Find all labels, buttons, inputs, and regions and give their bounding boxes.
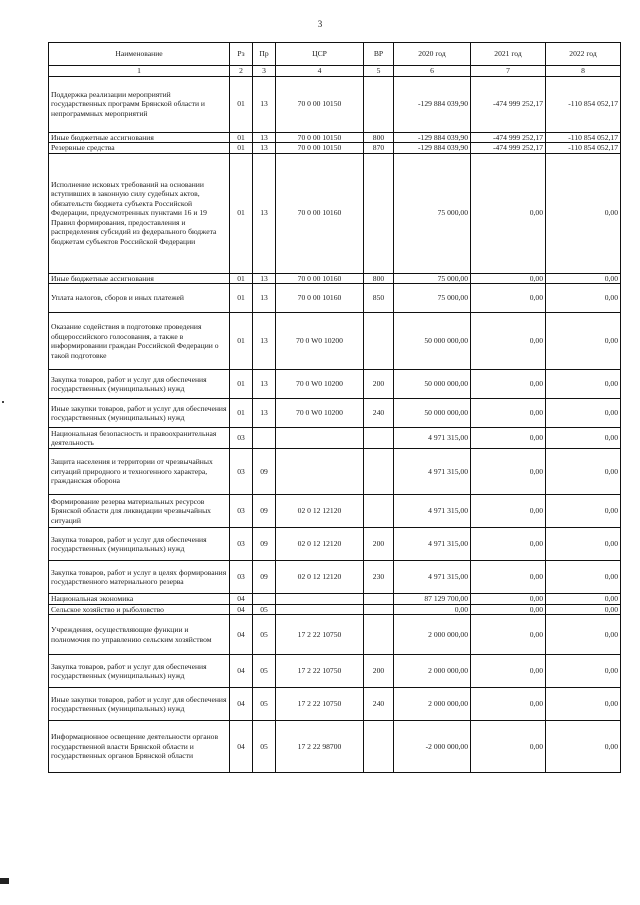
cell-y2021: 0,00 — [471, 655, 546, 688]
cell-vr: 200 — [364, 370, 394, 399]
cell-rz: 01 — [230, 143, 253, 154]
cell-rz: 01 — [230, 370, 253, 399]
cell-name: Национальная безопасность и правоохранительная деятельность — [49, 428, 230, 449]
cell-y2022: 0,00 — [546, 528, 621, 561]
cell-y2022: 0,00 — [546, 273, 621, 284]
scan-speck — [2, 401, 4, 403]
table-row — [49, 688, 621, 721]
column-number-row — [49, 66, 621, 77]
cell-rz: 03 — [230, 428, 253, 449]
cell-y2021: 0,00 — [471, 688, 546, 721]
cell-rz: 04 — [230, 721, 253, 773]
cell-rz: 04 — [230, 615, 253, 655]
cell-csr: 70 0 00 10150 — [276, 143, 364, 154]
cell-name: Резервные средства — [49, 143, 230, 154]
cell-pr: 13 — [253, 132, 276, 143]
cell-pr: 05 — [253, 604, 276, 615]
table-row — [49, 153, 621, 273]
cell-y2021: 0,00 — [471, 594, 546, 605]
cell-y2020: 2 000 000,00 — [394, 615, 471, 655]
cell-y2022: -110 854 052,17 — [546, 76, 621, 132]
cell-name: Исполнение исковых требований на основании вступивших в законную силу судебных актов, обязательств бюджета субъекта Российской Федерации, предусмотренных пунктами 16 и 19 Правил формирования, предоставления и распределения субсидий из федерального бюджета бюджетам субъектов Российской Федерации — [49, 153, 230, 273]
column-number: 1 — [49, 66, 230, 77]
header-name: Наименование — [49, 43, 230, 66]
cell-y2022: 0,00 — [546, 594, 621, 605]
header-2020: 2020 год — [394, 43, 471, 66]
cell-rz: 01 — [230, 313, 253, 370]
cell-name: Формирование резерва материальных ресурсов Брянской области для ликвидации чрезвычайных ситуаций — [49, 495, 230, 528]
cell-pr: 13 — [253, 284, 276, 313]
cell-pr: 13 — [253, 313, 276, 370]
cell-y2022: 0,00 — [546, 313, 621, 370]
cell-y2020: 75 000,00 — [394, 153, 471, 273]
cell-y2020: -129 884 039,90 — [394, 143, 471, 154]
cell-rz: 04 — [230, 688, 253, 721]
cell-csr: 70 0 00 10160 — [276, 273, 364, 284]
cell-csr: 02 0 12 12120 — [276, 495, 364, 528]
cell-rz: 01 — [230, 399, 253, 428]
cell-csr: 70 0 00 10150 — [276, 76, 364, 132]
table-body — [49, 76, 621, 773]
column-number: 2 — [230, 66, 253, 77]
cell-y2021: 0,00 — [471, 153, 546, 273]
cell-vr — [364, 76, 394, 132]
cell-y2022: -110 854 052,17 — [546, 132, 621, 143]
cell-pr: 09 — [253, 495, 276, 528]
table-row — [49, 313, 621, 370]
column-number: 8 — [546, 66, 621, 77]
cell-y2021: 0,00 — [471, 284, 546, 313]
table-row — [49, 615, 621, 655]
header-pr: Пр — [253, 43, 276, 66]
cell-vr: 230 — [364, 561, 394, 594]
cell-name: Иные закупки товаров, работ и услуг для обеспечения государственных (муниципальных) нужд — [49, 399, 230, 428]
cell-pr: 13 — [253, 273, 276, 284]
cell-vr: 200 — [364, 655, 394, 688]
cell-y2021: 0,00 — [471, 428, 546, 449]
cell-vr: 800 — [364, 273, 394, 284]
cell-vr: 240 — [364, 399, 394, 428]
cell-y2020: 0,00 — [394, 604, 471, 615]
table-row — [49, 428, 621, 449]
header-vr: ВР — [364, 43, 394, 66]
cell-name: Учреждения, осуществляющие функции и полномочия по управлению сельским хозяйством — [49, 615, 230, 655]
cell-y2021: -474 999 252,17 — [471, 132, 546, 143]
cell-name: Оказание содействия в подготовке проведения общероссийского голосования, а также в информировании граждан Российской Федерации о такой подготовке — [49, 313, 230, 370]
cell-y2021: 0,00 — [471, 399, 546, 428]
cell-y2020: 4 971 315,00 — [394, 428, 471, 449]
cell-rz: 04 — [230, 594, 253, 605]
cell-vr: 200 — [364, 528, 394, 561]
cell-name: Сельское хозяйство и рыболовство — [49, 604, 230, 615]
page-number: 3 — [317, 19, 323, 29]
cell-y2020: 75 000,00 — [394, 284, 471, 313]
cell-y2021: 0,00 — [471, 604, 546, 615]
cell-csr — [276, 449, 364, 495]
cell-csr — [276, 594, 364, 605]
cell-name: Закупка товаров, работ и услуг для обеспечения государственных (муниципальных) нужд — [49, 655, 230, 688]
cell-name: Иные бюджетные ассигнования — [49, 273, 230, 284]
table-row — [49, 604, 621, 615]
cell-y2021: 0,00 — [471, 370, 546, 399]
cell-rz: 01 — [230, 284, 253, 313]
cell-y2022: 0,00 — [546, 449, 621, 495]
cell-y2021: 0,00 — [471, 495, 546, 528]
cell-rz: 01 — [230, 153, 253, 273]
cell-y2021: -474 999 252,17 — [471, 143, 546, 154]
table-row — [49, 449, 621, 495]
cell-y2021: 0,00 — [471, 615, 546, 655]
cell-vr: 240 — [364, 688, 394, 721]
cell-y2022: 0,00 — [546, 399, 621, 428]
table-row — [49, 655, 621, 688]
cell-csr: 70 0 00 10160 — [276, 153, 364, 273]
table-row — [49, 399, 621, 428]
cell-vr — [364, 313, 394, 370]
cell-rz: 03 — [230, 528, 253, 561]
cell-csr: 70 0 00 10160 — [276, 284, 364, 313]
cell-y2020: 50 000 000,00 — [394, 370, 471, 399]
table-row — [49, 721, 621, 773]
cell-csr: 70 0 W0 10200 — [276, 370, 364, 399]
table-row — [49, 284, 621, 313]
cell-pr: 13 — [253, 76, 276, 132]
cell-y2022: 0,00 — [546, 721, 621, 773]
scan-edge-mark — [0, 878, 9, 884]
cell-y2020: 4 971 315,00 — [394, 495, 471, 528]
cell-y2020: 4 971 315,00 — [394, 449, 471, 495]
cell-rz: 03 — [230, 495, 253, 528]
cell-y2022: -110 854 052,17 — [546, 143, 621, 154]
cell-name: Иные бюджетные ассигнования — [49, 132, 230, 143]
cell-rz: 01 — [230, 132, 253, 143]
cell-name: Закупка товаров, работ и услуг для обеспечения государственных (муниципальных) нужд — [49, 370, 230, 399]
cell-y2022: 0,00 — [546, 604, 621, 615]
cell-y2021: -474 999 252,17 — [471, 76, 546, 132]
table-row — [49, 370, 621, 399]
cell-y2022: 0,00 — [546, 370, 621, 399]
column-number: 3 — [253, 66, 276, 77]
table-row — [49, 495, 621, 528]
cell-y2020: -129 884 039,90 — [394, 76, 471, 132]
cell-csr: 17 2 22 10750 — [276, 688, 364, 721]
table-row — [49, 132, 621, 143]
cell-y2021: 0,00 — [471, 273, 546, 284]
header-2021: 2021 год — [471, 43, 546, 66]
cell-vr — [364, 428, 394, 449]
header-csr: ЦСР — [276, 43, 364, 66]
cell-y2020: 50 000 000,00 — [394, 399, 471, 428]
cell-y2020: 2 000 000,00 — [394, 688, 471, 721]
cell-name: Иные закупки товаров, работ и услуг для обеспечения государственных (муниципальных) нужд — [49, 688, 230, 721]
table-row — [49, 76, 621, 132]
cell-vr — [364, 495, 394, 528]
cell-vr — [364, 615, 394, 655]
header-row — [49, 43, 621, 66]
column-number: 6 — [394, 66, 471, 77]
table-row — [49, 143, 621, 154]
cell-name: Информационное освещение деятельности органов государственной власти Брянской области и государственных органов Брянской области — [49, 721, 230, 773]
cell-name: Закупка товаров, работ и услуг в целях формирования государственного материального резерва — [49, 561, 230, 594]
cell-y2022: 0,00 — [546, 428, 621, 449]
cell-csr: 02 0 12 12120 — [276, 528, 364, 561]
cell-csr — [276, 604, 364, 615]
cell-csr: 02 0 12 12120 — [276, 561, 364, 594]
cell-name: Национальная экономика — [49, 594, 230, 605]
cell-y2022: 0,00 — [546, 561, 621, 594]
cell-y2022: 0,00 — [546, 688, 621, 721]
cell-y2022: 0,00 — [546, 153, 621, 273]
cell-vr — [364, 153, 394, 273]
header-2022: 2022 год — [546, 43, 621, 66]
cell-y2022: 0,00 — [546, 655, 621, 688]
cell-csr: 70 0 W0 10200 — [276, 313, 364, 370]
cell-pr — [253, 594, 276, 605]
column-number: 7 — [471, 66, 546, 77]
cell-y2021: 0,00 — [471, 721, 546, 773]
cell-pr: 13 — [253, 370, 276, 399]
cell-rz: 03 — [230, 561, 253, 594]
table-row — [49, 561, 621, 594]
cell-pr: 13 — [253, 399, 276, 428]
column-number: 5 — [364, 66, 394, 77]
cell-y2020: 2 000 000,00 — [394, 655, 471, 688]
cell-csr — [276, 428, 364, 449]
cell-y2020: 75 000,00 — [394, 273, 471, 284]
table-row — [49, 594, 621, 605]
cell-y2020: -2 000 000,00 — [394, 721, 471, 773]
cell-y2022: 0,00 — [546, 495, 621, 528]
cell-pr: 13 — [253, 143, 276, 154]
cell-csr: 17 2 22 10750 — [276, 615, 364, 655]
header-rz: Рз — [230, 43, 253, 66]
cell-vr — [364, 449, 394, 495]
cell-vr: 800 — [364, 132, 394, 143]
cell-pr: 05 — [253, 721, 276, 773]
cell-pr: 05 — [253, 615, 276, 655]
cell-rz: 01 — [230, 76, 253, 132]
cell-csr: 70 0 00 10150 — [276, 132, 364, 143]
cell-rz: 04 — [230, 604, 253, 615]
cell-csr: 17 2 22 10750 — [276, 655, 364, 688]
cell-pr: 09 — [253, 561, 276, 594]
cell-pr: 09 — [253, 449, 276, 495]
cell-y2022: 0,00 — [546, 615, 621, 655]
cell-rz: 01 — [230, 273, 253, 284]
cell-y2020: 4 971 315,00 — [394, 561, 471, 594]
cell-vr: 870 — [364, 143, 394, 154]
cell-vr — [364, 594, 394, 605]
cell-csr: 70 0 W0 10200 — [276, 399, 364, 428]
cell-name: Уплата налогов, сборов и иных платежей — [49, 284, 230, 313]
cell-y2020: 4 971 315,00 — [394, 528, 471, 561]
cell-y2020: -129 884 039,90 — [394, 132, 471, 143]
cell-pr — [253, 428, 276, 449]
table-row — [49, 273, 621, 284]
cell-rz: 03 — [230, 449, 253, 495]
cell-pr: 05 — [253, 688, 276, 721]
cell-pr: 13 — [253, 153, 276, 273]
cell-name: Поддержка реализации мероприятий государственных программ Брянской области и непрограммных мероприятий — [49, 76, 230, 132]
cell-vr: 850 — [364, 284, 394, 313]
cell-name: Закупка товаров, работ и услуг для обеспечения государственных (муниципальных) нужд — [49, 528, 230, 561]
cell-vr — [364, 721, 394, 773]
cell-name: Защита населения и территории от чрезвычайных ситуаций природного и техногенного характера, гражданская оборона — [49, 449, 230, 495]
cell-y2020: 50 000 000,00 — [394, 313, 471, 370]
cell-csr: 17 2 22 98700 — [276, 721, 364, 773]
cell-y2022: 0,00 — [546, 284, 621, 313]
table-row — [49, 528, 621, 561]
cell-y2020: 87 129 700,00 — [394, 594, 471, 605]
cell-pr: 09 — [253, 528, 276, 561]
budget-table — [48, 42, 621, 773]
cell-pr: 05 — [253, 655, 276, 688]
cell-vr — [364, 604, 394, 615]
cell-y2021: 0,00 — [471, 313, 546, 370]
cell-y2021: 0,00 — [471, 561, 546, 594]
column-number: 4 — [276, 66, 364, 77]
cell-rz: 04 — [230, 655, 253, 688]
cell-y2021: 0,00 — [471, 528, 546, 561]
cell-y2021: 0,00 — [471, 449, 546, 495]
